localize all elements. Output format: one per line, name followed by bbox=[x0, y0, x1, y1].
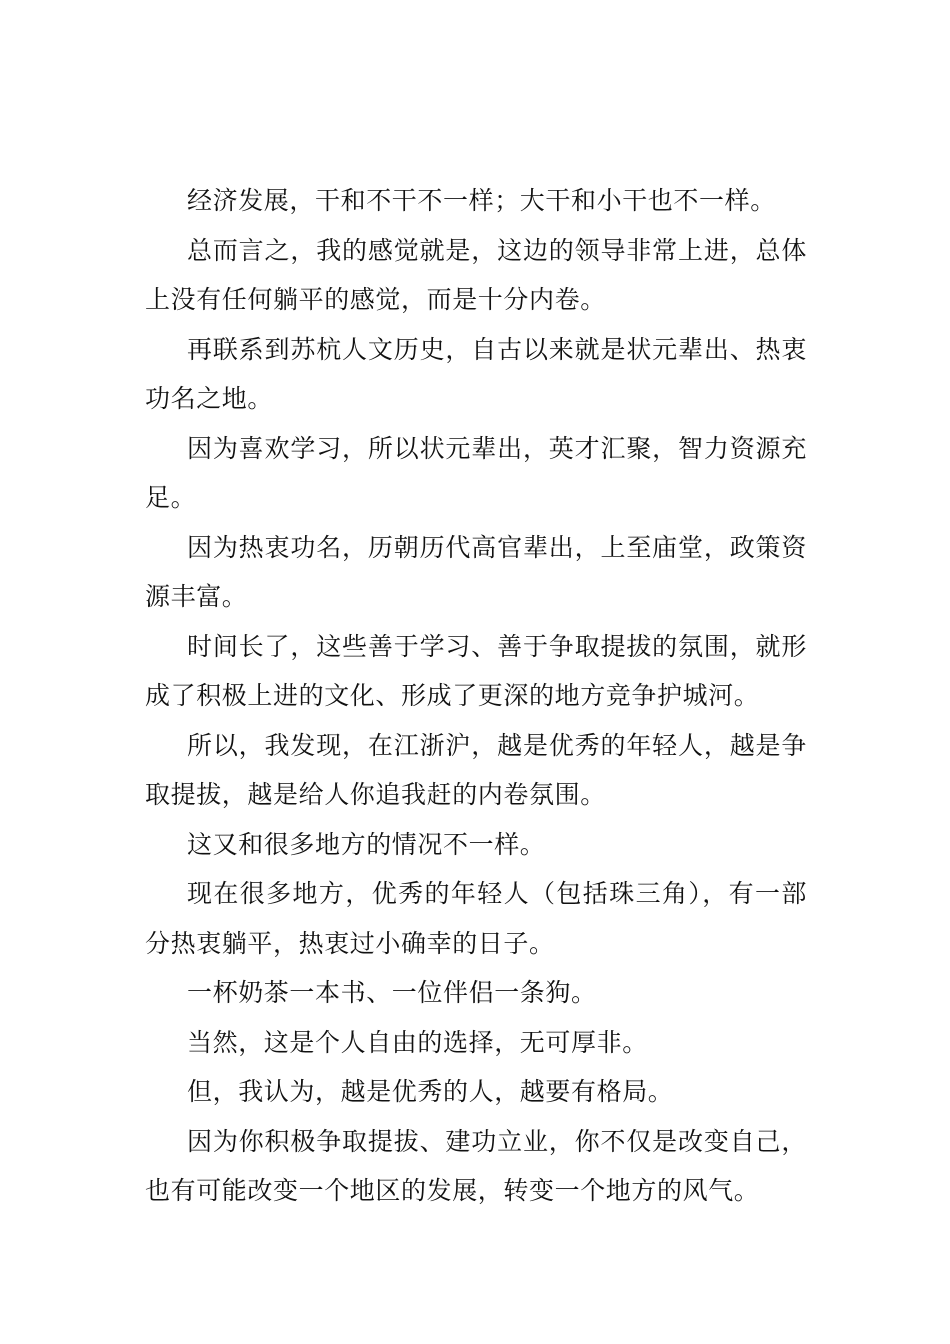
paragraph-13: 因为你积极争取提拔、建功立业，你不仅是改变自己，也有可能改变一个地区的发展，转变一个地方的风气。 bbox=[145, 1126, 807, 1205]
paragraph-4: 因为喜欢学习，所以状元辈出，英才汇聚，智力资源充足。 bbox=[145, 433, 807, 512]
paragraph-12: 但，我认为，越是优秀的人，越要有格局。 bbox=[187, 1077, 674, 1106]
paragraph-3: 再联系到苏杭人文历史，自古以来就是状元辈出、热衷功名之地。 bbox=[145, 334, 807, 413]
document-body bbox=[145, 176, 807, 1216]
paragraph-9: 现在很多地方，优秀的年轻人（包括珠三角），有一部分热衷躺平，热衷过小确幸的日子。 bbox=[145, 879, 807, 958]
paragraph-10: 一杯奶茶一本书、一位伴侣一条狗。 bbox=[187, 978, 597, 1007]
paragraph-5: 因为热衷功名，历朝历代高官辈出，上至庙堂，政策资源丰富。 bbox=[145, 532, 807, 611]
paragraph-7: 所以，我发现，在江浙沪，越是优秀的年轻人，越是争取提拔，越是给人你追我赶的内卷氛围。 bbox=[145, 730, 807, 809]
paragraph-11: 当然，这是个人自由的选择，无可厚非。 bbox=[187, 1027, 648, 1057]
paragraph-2: 总而言之，我的感觉就是，这边的领导非常上进，总体上没有任何躺平的感觉，而是十分内卷。 bbox=[145, 235, 807, 314]
paragraph-1: 经济发展，干和不干不一样；大干和小干也不一样。 bbox=[187, 186, 776, 215]
paragraph-8: 这又和很多地方的情况不一样。 bbox=[187, 829, 546, 859]
paragraph-6: 时间长了，这些善于学习、善于争取提拔的氛围，就形成了积极上进的文化、形成了更深的地方竞争护城河。 bbox=[145, 631, 807, 710]
